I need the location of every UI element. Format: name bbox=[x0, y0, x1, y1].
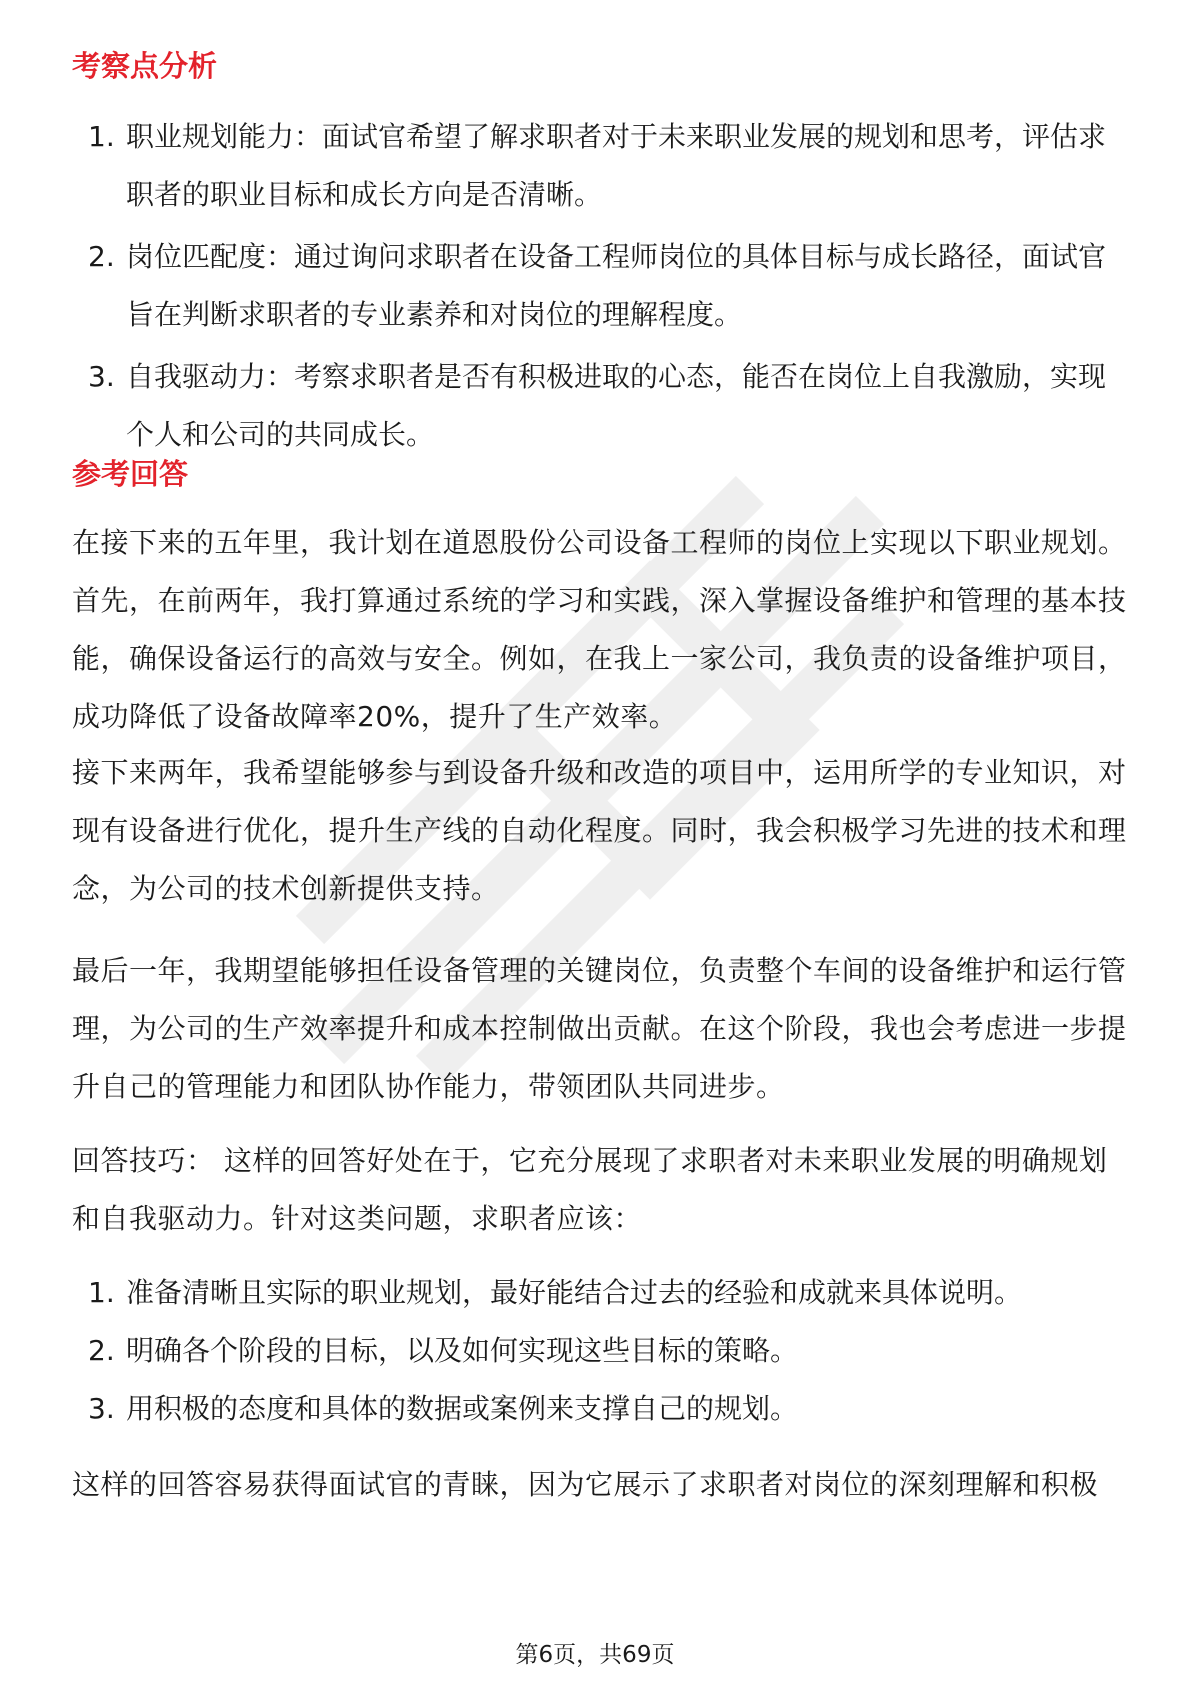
list-number: 1. bbox=[88, 1276, 115, 1309]
list-number: 3. bbox=[88, 1392, 115, 1425]
list-item bbox=[72, 1380, 1122, 1438]
analysis-title: 考察点分析 bbox=[72, 49, 218, 83]
list-item-text: 准备清晰且实际的职业规划，最好能结合过去的经验和成就来具体说明。 bbox=[126, 1276, 1023, 1309]
list-item-text: 职业规划能力：面试官希望了解求职者对于未来职业发展的规划和思考，评估求职者的职业目标和成长方向是否清晰。 bbox=[126, 120, 1107, 211]
list-number: 2. bbox=[88, 1334, 115, 1367]
closing-paragraph: 这样的回答容易获得面试官的青睐，因为它展示了求职者对岗位的深刻理解和积极 bbox=[72, 1468, 1099, 1501]
answer-paragraph: 接下来两年，我希望能够参与到设备升级和改造的项目中，运用所学的专业知识，对现有设备进行优化，提升生产线的自动化程度。同时，我会积极学习先进的技术和理念，为公司的技术创新提供支持。 bbox=[72, 756, 1127, 905]
list-item bbox=[72, 348, 1122, 464]
answer-tips-intro: 回答技巧： 这样的回答好处在于，它充分展现了求职者对未来职业发展的明确规划和自我驱动力。针对这类问题，求职者应该： bbox=[72, 1144, 1108, 1235]
page-footer: 第6页，共69页 bbox=[515, 1642, 675, 1668]
tips-list bbox=[72, 1264, 1122, 1438]
analysis-list bbox=[72, 108, 1122, 464]
list-item bbox=[72, 228, 1122, 344]
list-item-text: 用积极的态度和具体的数据或案例来支撑自己的规划。 bbox=[126, 1392, 799, 1425]
list-item bbox=[72, 1264, 1122, 1322]
list-number: 3. bbox=[88, 360, 115, 393]
list-number: 1. bbox=[88, 120, 115, 153]
list-number: 2. bbox=[88, 240, 115, 273]
answer-title: 参考回答 bbox=[72, 457, 189, 491]
list-item-text: 岗位匹配度：通过询问求职者在设备工程师岗位的具体目标与成长路径，面试官旨在判断求职者的专业素养和对岗位的理解程度。 bbox=[126, 240, 1107, 331]
list-item bbox=[72, 108, 1122, 224]
list-item-text: 自我驱动力：考察求职者是否有积极进取的心态，能否在岗位上自我激励，实现个人和公司的共同成长。 bbox=[126, 360, 1107, 451]
list-item-text: 明确各个阶段的目标，以及如何实现这些目标的策略。 bbox=[126, 1334, 799, 1367]
answer-paragraph: 在接下来的五年里，我计划在道恩股份公司设备工程师的岗位上实现以下职业规划。首先，在前两年，我打算通过系统的学习和实践，深入掌握设备维护和管理的基本技能，确保设备运行的高效与安全。例如，在我上一家公司，我负责的设备维护项目，成功降低了设备故障率20%，提升了生产效率。 bbox=[72, 526, 1127, 733]
list-item bbox=[72, 1322, 1122, 1380]
answer-paragraph: 最后一年，我期望能够担任设备管理的关键岗位，负责整个车间的设备维护和运行管理，为公司的生产效率提升和成本控制做出贡献。在这个阶段，我也会考虑进一步提升自己的管理能力和团队协作能力，带领团队共同进步。 bbox=[72, 954, 1127, 1103]
